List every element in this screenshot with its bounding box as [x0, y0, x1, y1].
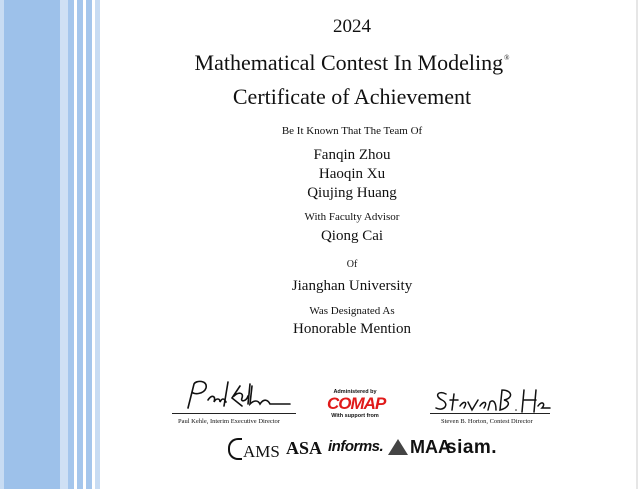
be-it-known-label: Be It Known That The Team Of: [281, 125, 423, 137]
signature-steven-horton: [432, 386, 552, 416]
siam-logo: siam.: [446, 437, 498, 458]
certificate-year: 2024: [333, 16, 371, 37]
registered-mark: ®: [504, 54, 510, 62]
signature-line-left: [172, 413, 296, 414]
stripe-medium: [4, 0, 60, 489]
signature-line-right: [430, 413, 550, 414]
signature-paul-kehle: [178, 378, 298, 414]
designated-as-label: Was Designated As: [309, 305, 395, 317]
with-support-label: With support from: [331, 413, 379, 419]
maa-logo-text: MAA: [410, 437, 451, 457]
administered-by-label: Administered by: [333, 389, 377, 395]
maa-logo: [388, 437, 451, 458]
comap-block: [327, 389, 386, 419]
ams-mark-icon: [228, 438, 242, 460]
asa-logo: ASA: [286, 438, 323, 458]
team-member: Haoqin Xu: [318, 166, 386, 182]
comap-logo: COMAP: [327, 394, 386, 413]
ams-logo: [228, 438, 280, 462]
faculty-advisor-label: With Faculty Advisor: [304, 211, 400, 223]
advisor-name: Qiong Cai: [320, 228, 384, 244]
maa-emblem-icon: [388, 439, 408, 455]
informs-logo: informs.: [328, 438, 384, 455]
institution-name: Jianghan University: [291, 278, 413, 294]
team-member: Fanqin Zhou: [313, 147, 391, 163]
signature-caption-left: Paul Kehle, Interim Executive Director: [178, 418, 280, 425]
contest-name-line: [60, 50, 638, 76]
signature-caption-right: Steven B. Horton, Contest Director: [441, 418, 533, 425]
contest-name: Mathematical Contest In Modeling: [194, 50, 504, 75]
of-label: Of: [346, 259, 358, 270]
team-member: Qiujing Huang: [307, 185, 397, 201]
designation: Honorable Mention: [293, 321, 411, 337]
ams-logo-text: AMS: [243, 442, 280, 461]
certificate-title: Certificate of Achievement: [232, 84, 472, 109]
